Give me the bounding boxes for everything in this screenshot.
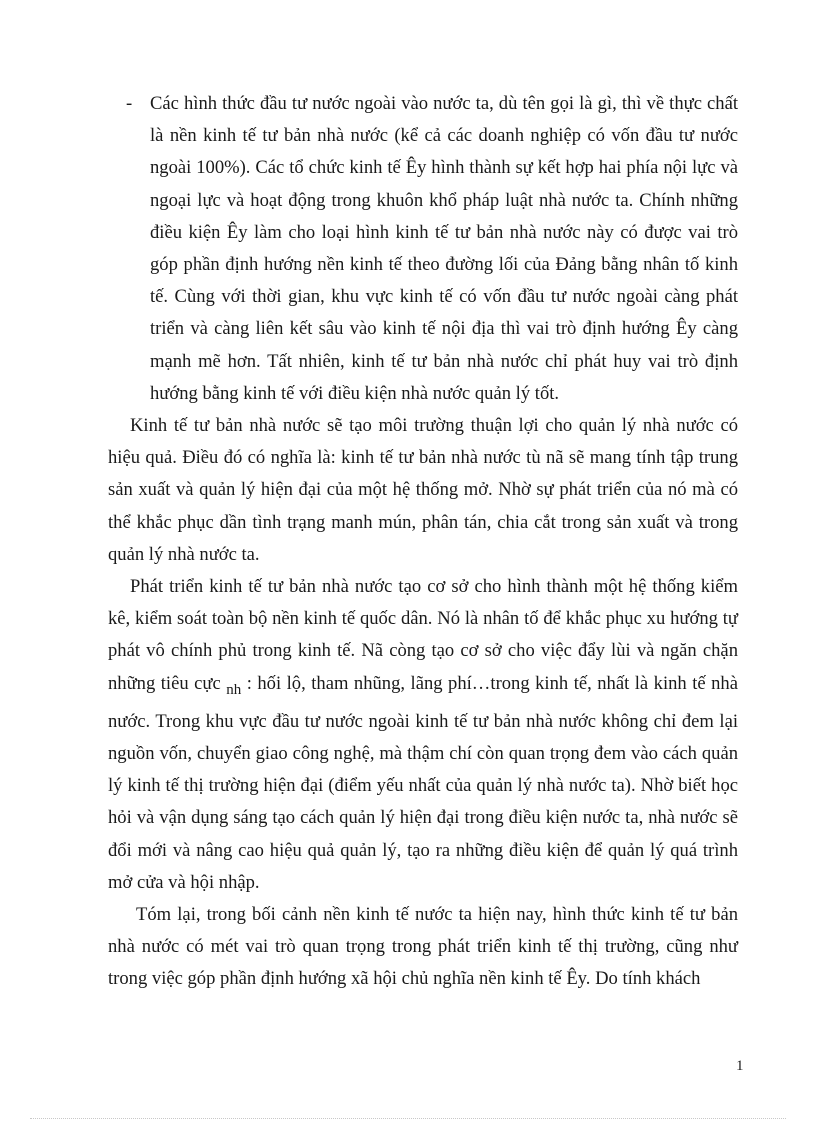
dash-bullet: -	[126, 93, 133, 114]
paragraph-3	[108, 571, 738, 899]
page-footer-divider	[30, 1118, 786, 1119]
paragraph-3-text-before: Phát triển kinh tế tư bản nhà nước tạo cơ sở cho hình thành một hệ thống kiểm kê, kiểm soát toàn bộ nền kinh tế quốc dân. Nó là nhân tố để khắc phục xu hướng tự phát vô chính phủ trong kinh tế. Nã còng tạo cơ sở cho việc đẩy lùi và ngăn chặn những tiêu cực	[108, 576, 738, 694]
document-body	[108, 88, 738, 996]
paragraph-4: Tóm lại, trong bối cảnh nền kinh tế nước ta hiện nay, hình thức kinh tế tư bản nhà nước có mét vai trò quan trọng trong phát triển kinh tế thị trường, cũng như trong việc góp phần định hướng xã hội chủ nghĩa nền kinh tế Êy. Do tính khách	[108, 904, 738, 990]
paragraph-2: Kinh tế tư bản nhà nước sẽ tạo môi trường thuận lợi cho quản lý nhà nước có hiệu quả. Điều đó có nghĩa là: kinh tế tư bản nhà nước tù nã sẽ mang tính tập trung sản xuất và quản lý hiện đại của một hệ thống mở. Nhờ sự phát triển của nó mà có thể khắc phục dần tình trạng manh mún, phân tán, chia cắt trong sản xuất và trong quản lý nhà nước ta.	[108, 415, 738, 565]
page-number: 1	[736, 1058, 744, 1074]
paragraph-3-subscript: nh	[226, 681, 242, 698]
paragraph-3-text-after: : hối lộ, tham nhũng, lãng phí…trong kinh tế, nhất là kinh tế nhà nước. Trong khu vực đầu tư nước ngoài kinh tế tư bản nhà nước không chỉ đem lại nguồn vốn, chuyển giao công nghệ, mà thậm chí còn quan trọng đem vào cách quản lý kinh tế thị trường hiện đại (điểm yếu nhất của quản lý nhà nước ta). Nhờ biết học hỏi và vận dụng sáng tạo cách quản lý hiện đại trong điều kiện nước ta, nhà nước sẽ đổi mới và nâng cao hiệu quả quản lý, tạo ra những điều kiện để quản lý quá trình mở cửa và hội nhập.	[108, 672, 738, 893]
paragraph-1-text: Các hình thức đầu tư nước ngoài vào nước ta, dù tên gọi là gì, thì về thực chất là nền kinh tế tư bản nhà nước (kể cả các doanh nghiệp có vốn đầu tư nước ngoài 100%). Các tổ chức kinh tế Êy hình thành sự kết hợp hai phía nội lực và ngoại lực và hoạt động trong khuôn khổ pháp luật nhà nước ta. Chính những điều kiện Êy làm cho loại hình kinh tế tư bản nhà nước này có được vai trò góp phần định hướng nền kinh tế theo đường lối của Đảng bằng nhân tố kinh tế. Cùng với thời gian, khu vực kinh tế có vốn đầu tư nước ngoài càng phát triển và càng liên kết sâu vào kinh tế nội địa thì vai trò định hướng Êy càng mạnh mẽ hơn. Tất nhiên, kinh tế tư bản nhà nước chỉ phát huy vai trò định hướng bằng kinh tế với điều kiện nhà nước quản lý tốt.	[150, 93, 738, 404]
paragraph-1	[108, 88, 738, 410]
